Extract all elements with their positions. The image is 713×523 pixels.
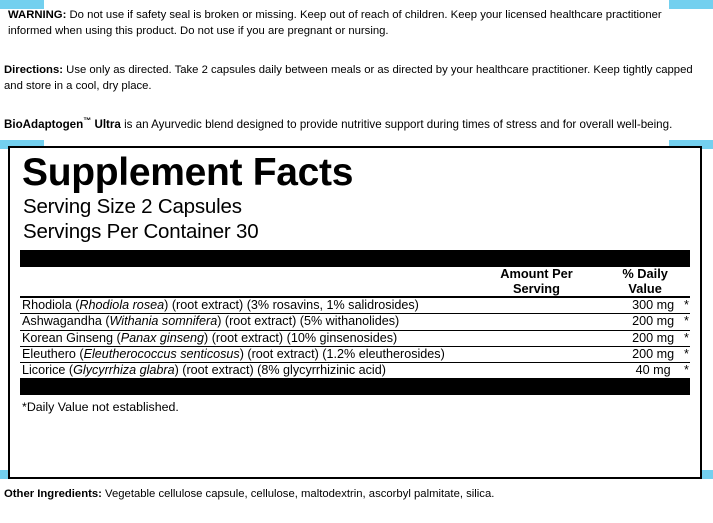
directions-text: Use only as directed. Take 2 capsules daily between meals or as directed by your healthcare practitioner. Keep tightly capped and store in a cool, dry place. xyxy=(4,64,693,92)
servings-per-container: Servings Per Container 30 xyxy=(23,219,259,243)
header-daily-value xyxy=(600,267,690,296)
header-dv-line2: Value xyxy=(628,280,662,296)
ingredient-name-pre: Rhodiola ( xyxy=(22,298,80,313)
panel-title: Supplement Facts xyxy=(22,151,354,194)
ingredient-amount: 200 mg xyxy=(623,330,683,346)
brand-suffix: Ultra xyxy=(91,117,121,131)
warning-paragraph xyxy=(8,8,705,39)
ingredient-name-post: ) (root extract) (1.2% eleutherosides) xyxy=(239,346,445,361)
ingredient-name xyxy=(20,346,623,362)
ingredient-amount: 200 mg xyxy=(623,346,683,362)
ingredient-name-pre: Korean Ginseng ( xyxy=(22,330,121,345)
ingredient-name xyxy=(20,314,623,330)
ingredient-name-pre: Licorice ( xyxy=(22,362,74,377)
ingredient-name xyxy=(20,362,623,378)
other-ingredients-label: Other Ingredients: xyxy=(4,488,102,500)
brand-word: BioAdaptogen xyxy=(4,117,84,131)
directions-label: Directions: xyxy=(4,64,64,76)
ingredient-name xyxy=(20,298,623,314)
panel-thick-rule-bottom xyxy=(20,378,690,395)
ingredient-daily-value: * xyxy=(684,362,689,377)
product-description xyxy=(4,115,705,133)
ingredient-latin-name: Withania somnifera xyxy=(109,314,218,329)
table-row xyxy=(20,298,690,314)
nutrition-table xyxy=(20,267,690,296)
header-amount-per-serving xyxy=(473,267,601,296)
ingredient-latin-name: Panax ginseng xyxy=(120,330,205,345)
directions-paragraph xyxy=(4,63,705,94)
ingredient-name-post: ) (root extract) (5% withanolides) xyxy=(217,314,400,329)
ingredient-name-post: ) (root extract) (3% rosavins, 1% salidrosides) xyxy=(164,298,419,313)
header-dv-line1: % Daily xyxy=(622,265,668,281)
header-blank xyxy=(20,267,473,296)
product-description-text: is an Ayurvedic blend designed to provide nutritive support during times of stress and for overall well-being. xyxy=(120,117,673,131)
ingredient-name xyxy=(20,330,623,346)
table-row xyxy=(20,346,690,362)
panel-thick-rule-top xyxy=(20,250,690,267)
warning-text: Do not use if safety seal is broken or missing. Keep out of reach of children. Keep your licensed healthcare practitioner informed when using this product. Do not use if you are pregnant or nursing. xyxy=(8,9,662,37)
table-header-row xyxy=(20,267,690,296)
ingredient-name-pre: Eleuthero ( xyxy=(22,346,84,361)
other-ingredients-text: Vegetable cellulose capsule, cellulose, maltodextrin, ascorbyl palmitate, silica. xyxy=(101,488,495,500)
daily-value-footnote: *Daily Value not established. xyxy=(22,399,179,414)
table-row xyxy=(20,362,690,378)
ingredient-daily-value: * xyxy=(684,330,689,345)
ingredient-daily-value: * xyxy=(684,314,689,329)
ingredient-amount: 200 mg xyxy=(623,314,683,330)
ingredient-name-pre: Ashwagandha ( xyxy=(22,314,110,329)
ingredient-amount: 40 mg xyxy=(635,362,671,377)
ingredient-name-post: ) (root extract) (8% glycyrrhizinic acid) xyxy=(174,362,386,377)
header-amount-line2: Serving xyxy=(513,280,560,296)
header-amount-line1: Amount Per xyxy=(500,265,573,281)
ingredient-name-post: ) (root extract) (10% ginsenosides) xyxy=(204,330,398,345)
trademark-symbol: ™ xyxy=(83,116,92,125)
table-row xyxy=(20,330,690,346)
warning-label: WARNING: xyxy=(8,9,67,21)
supplement-facts-panel xyxy=(8,146,702,479)
ingredient-daily-value: * xyxy=(684,346,689,361)
ingredient-latin-name: Rhodiola rosea xyxy=(79,298,165,313)
brand-name xyxy=(4,118,121,131)
table-row xyxy=(20,314,690,330)
ingredient-latin-name: Eleutherococcus senticosus xyxy=(83,346,240,361)
ingredient-table xyxy=(20,298,690,378)
ingredient-amount: 300 mg xyxy=(623,298,683,314)
serving-size: Serving Size 2 Capsules xyxy=(23,194,242,218)
ingredient-latin-name: Glycyrrhiza glabra xyxy=(73,362,175,377)
other-ingredients-paragraph xyxy=(4,487,705,502)
ingredient-daily-value: * xyxy=(684,298,689,313)
